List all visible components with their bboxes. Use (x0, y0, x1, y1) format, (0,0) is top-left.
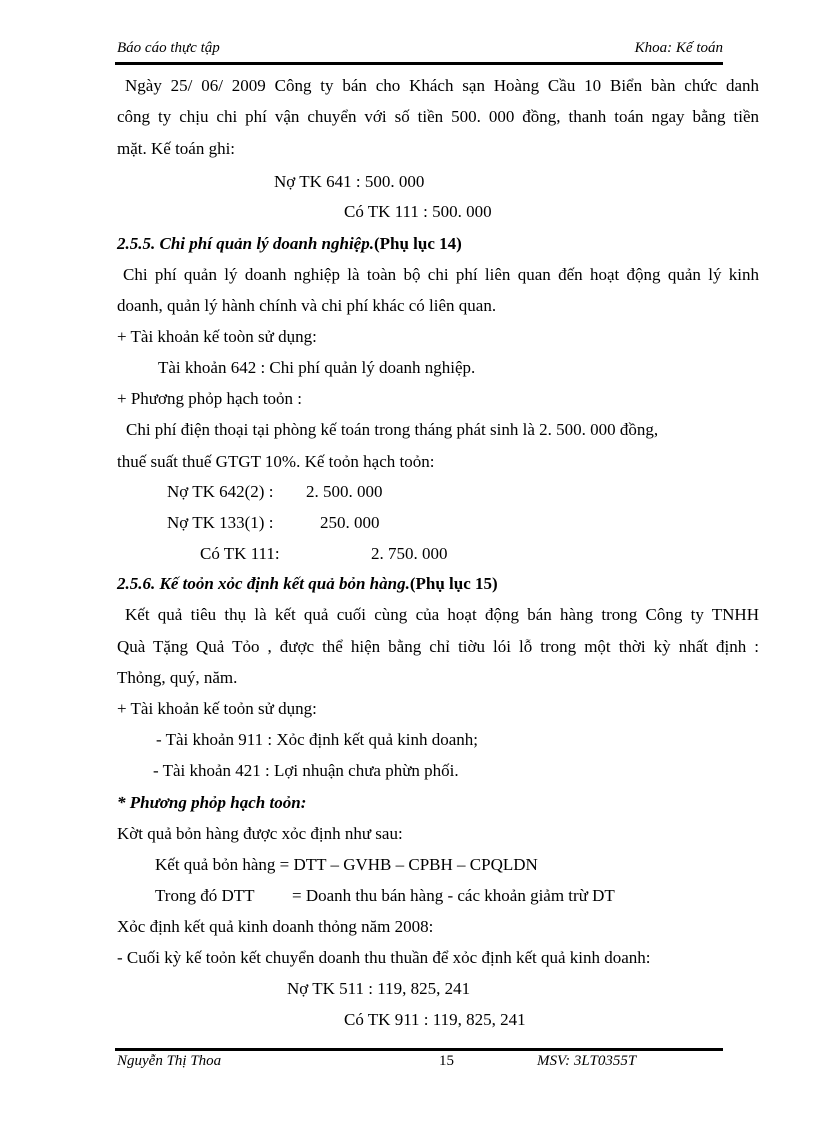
journal-credit: Có TK 911 : 119, 825, 241 (344, 1010, 526, 1029)
account-item: - Tài khoản 911 : Xỏc định kết quả kinh doanh; (156, 730, 478, 749)
paragraph-line: mặt. Kế toán ghi: (117, 139, 236, 158)
journal-account: Nợ TK 133(1) : (167, 513, 274, 532)
paragraph-line: Quà Tặng Quả Tỏo , được thể hiện bằng chỉ tiờu lói lỗ trong một thời kỳ nhất định : (117, 637, 759, 656)
header-department: Khoa: Kế toán (634, 40, 723, 56)
page-header (117, 40, 723, 60)
footer-author: Nguyễn Thị Thoa (117, 1053, 222, 1069)
paragraph-line: Kờt quả bỏn hàng được xỏc định như sau: (117, 824, 403, 843)
paragraph-line: Thỏng, quý, năm. (117, 668, 238, 687)
list-heading: + Tài khoản kế toỏn sử dụng: (117, 699, 317, 718)
footer-rule (115, 1048, 723, 1051)
list-heading: + Tài khoản kế toòn sử dụng: (117, 327, 317, 346)
paragraph-line: Chi phí điện thoại tại phòng kế toán trong tháng phát sinh là 2. 500. 000 đồng, (126, 420, 659, 439)
section-title: 2.5.6. Kế toỏn xỏc định kết quả bỏn hàng. (117, 574, 410, 593)
account-item: Tài khoản 642 : Chi phí quản lý doanh nghiệp. (158, 358, 476, 377)
journal-debit: Nợ TK 511 : 119, 825, 241 (287, 979, 471, 998)
journal-account: Có TK 111: (200, 544, 280, 563)
journal-credit: Có TK 111 : 500. 000 (344, 202, 492, 221)
journal-debit: Nợ TK 641 : 500. 000 (274, 172, 425, 191)
paragraph-line: Chi phí quản lý doanh nghiệp là toàn bộ chi phí liên quan đến hoạt động quản lý kinh (123, 265, 759, 284)
header-report-title: Báo cáo thực tập (117, 40, 220, 56)
paragraph-line: thuế suất thuế GTGT 10%. Kế toỏn hạch toỏn: (117, 452, 435, 471)
definition-term: Trong đó DTT (155, 886, 255, 905)
paragraph-line: Kết quả tiêu thụ là kết quả cuối cùng của hoạt động bán hàng trong Công ty TNHH (125, 605, 759, 624)
formula-definition (155, 886, 615, 906)
list-heading: + Phương phỏp hạch toỏn : (117, 389, 303, 408)
section-heading-2-5-5 (117, 234, 462, 254)
method-heading: * Phương phỏp hạch toỏn: (117, 793, 307, 812)
formula-line: Kết quả bỏn hàng = DTT – GVHB – CPBH – CPQLDN (155, 855, 538, 874)
journal-line (167, 513, 380, 533)
paragraph-line: - Cuối kỳ kế toỏn kết chuyển doanh thu thuần để xỏc định kết quả kinh doanh: (117, 948, 651, 967)
journal-amount: 2. 750. 000 (371, 544, 448, 563)
paragraph-line: doanh, quản lý hành chính và chi phí khác có liên quan. (117, 296, 497, 315)
definition-text: = Doanh thu bán hàng - các khoản giảm trừ DT (292, 886, 615, 905)
journal-line (200, 544, 448, 564)
paragraph-line: Ngày 25/ 06/ 2009 Công ty bán cho Khách sạn Hoàng Cầu 10 Biển bàn chức danh (125, 76, 759, 95)
journal-account: Nợ TK 642(2) : (167, 482, 274, 501)
journal-amount: 2. 500. 000 (306, 482, 383, 501)
paragraph-line: Xỏc định kết quả kinh doanh thỏng năm 2008: (117, 917, 434, 936)
journal-amount: 250. 000 (320, 513, 380, 532)
section-ref: (Phụ lục 15) (409, 574, 498, 593)
section-heading-2-5-6 (117, 574, 498, 594)
journal-line (167, 482, 383, 502)
section-ref: (Phụ lục 14) (373, 234, 462, 253)
footer-student-id: MSV: 3LT0355T (537, 1053, 637, 1069)
account-item: - Tài khoản 421 : Lợi nhuận chưa phừn phối. (153, 761, 459, 780)
header-rule (115, 62, 723, 65)
section-title: 2.5.5. Chi phí quản lý doanh nghiệp. (117, 234, 374, 253)
paragraph-line: công ty chịu chi phí vận chuyển với số tiền 500. 000 đồng, thanh toán ngay bằng tiền (117, 107, 759, 126)
page-number: 15 (439, 1053, 454, 1069)
